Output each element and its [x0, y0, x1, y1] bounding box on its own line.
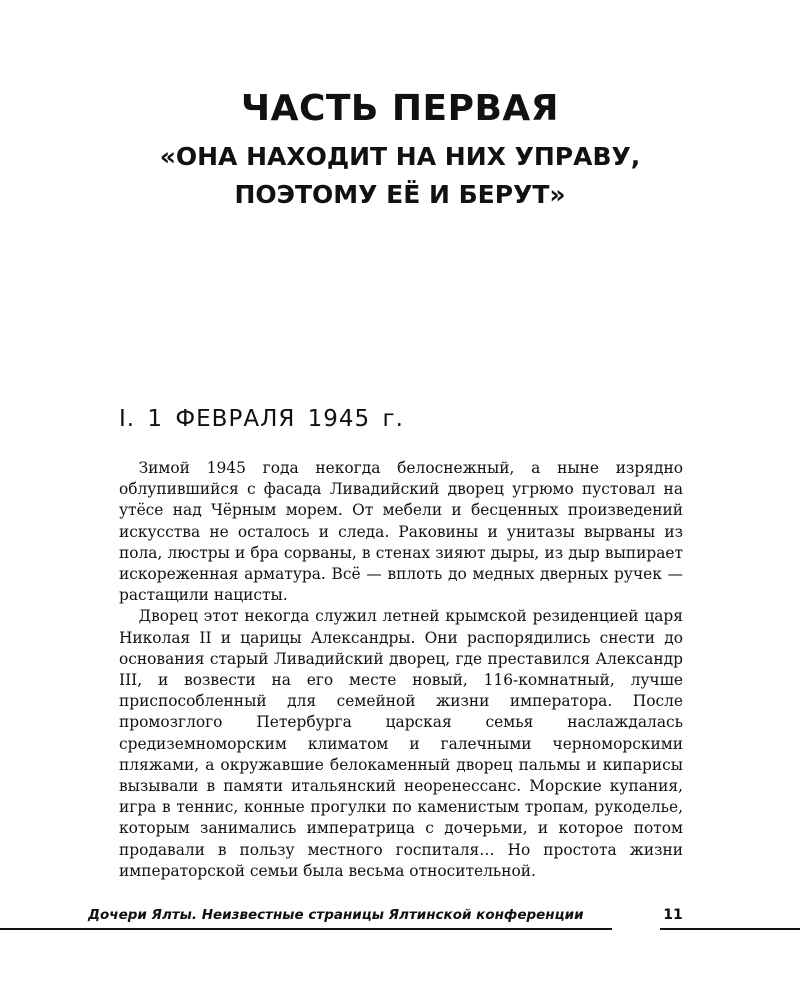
running-footer-title: Дочери Ялты. Неизвестные страницы Ялтинской конференции	[88, 907, 584, 923]
part-subtitle-line-2: ПОЭТОМУ ЕЁ И БЕРУТ»	[234, 180, 566, 209]
paragraph-1: Зимой 1945 года некогда белоснежный, а ныне изрядно облупившийся с фасада Ливадийский дворец угрюмо пустовал на утёсе над Чёрным морем. От мебели и бесценных произведений искусства не осталось и следа. Раковины и унитазы вырваны из пола, люстры и бра сорваны, в стенах зияют дыры, из дыр выпирает искореженная арматура. Всё — вплоть до медных дверных ручек — растащили нацисты.	[119, 459, 683, 605]
footer-rule	[0, 928, 612, 930]
footer-rule-right	[660, 928, 800, 930]
body-text	[119, 458, 683, 882]
part-heading-block	[0, 88, 800, 214]
paragraph-2: Дворец этот некогда служил летней крымской резиденцией царя Николая II и царицы Александры. Они распорядились снести до основания старый Ливадийский дворец, где преставился Александр III, и возвести на его месте новый, 116-комнатный, лучше приспособленный для семейной жизни императора. После промозглого Петербурга царская семья наслаждалась средиземноморским климатом и галечными черноморскими пляжами, а окружавшие белокаменный дворец пальмы и кипарисы вызывали в памяти итальянский неоренессанс. Морские купания, игра в теннис, конные прогулки по каменистым тропам, рукоделье, которым занимались императрица с дочерьми, и которое потом продавали в пользу местного госпиталя… Но простота жизни императорской семьи была весьма относительной.	[119, 607, 683, 880]
part-subtitle	[0, 138, 800, 214]
part-subtitle-line-1: «ОНА НАХОДИТ НА НИХ УПРАВУ,	[159, 142, 641, 171]
page-footer	[0, 905, 800, 935]
part-title: ЧАСТЬ ПЕРВАЯ	[240, 88, 560, 129]
page-number: 11	[663, 907, 683, 923]
chapter-heading: I. 1 ФЕВРАЛЯ 1945 г.	[119, 406, 404, 432]
